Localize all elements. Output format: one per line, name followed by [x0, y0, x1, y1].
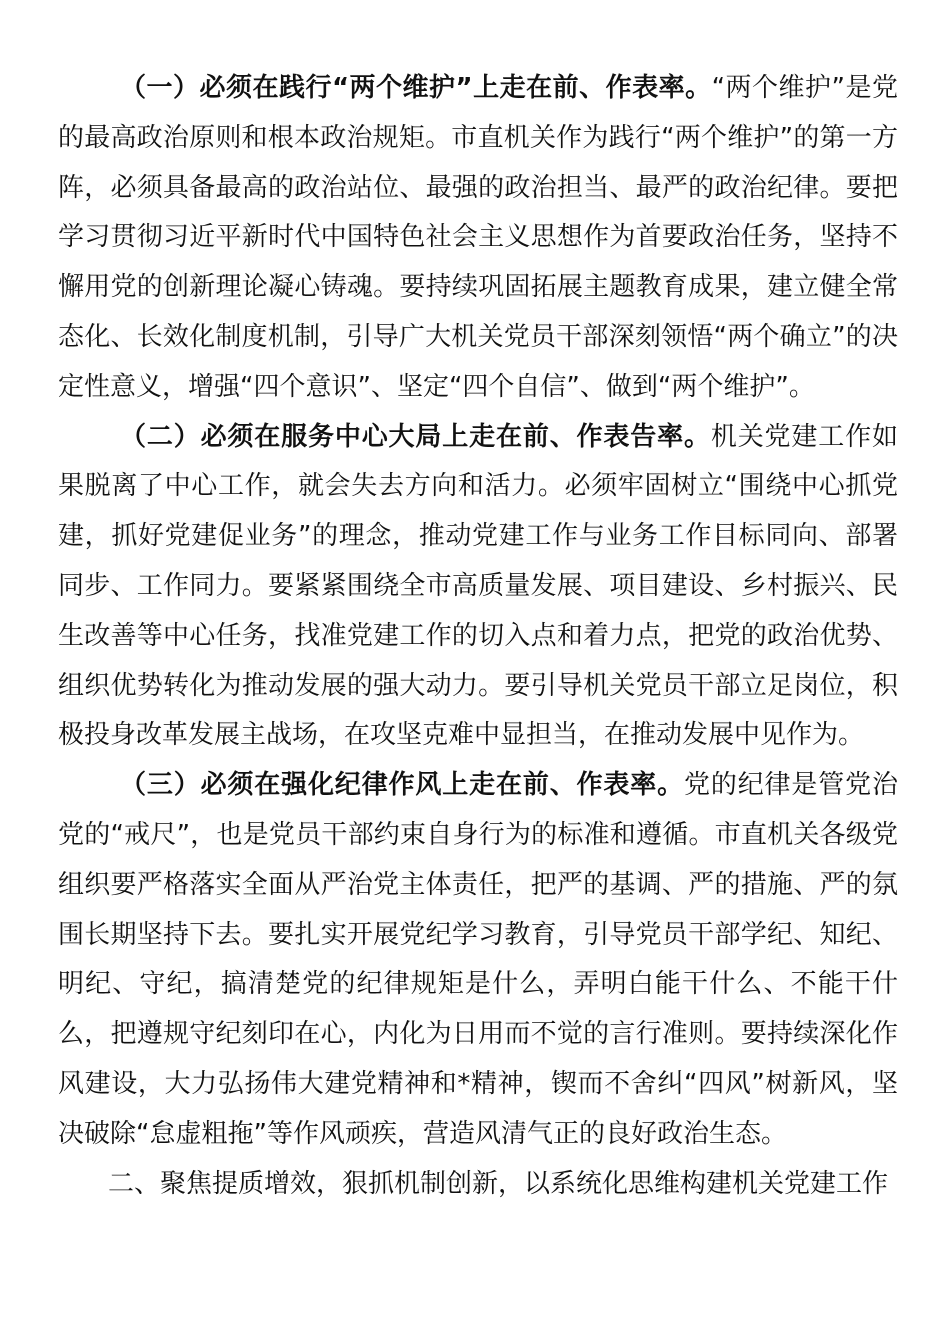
- paragraph-1-body: “两个维护”是党的最高政治原则和根本政治规矩。市直机关作为践行“两个维护”的第一方阵，必须具备最高的政治站位、最强的政治担当、最严的政治纪律。要把学习贯彻习近平新时代中国特色社会主义思想作为首要政治任务，坚持不懈用党的创新理论凝心铸魂。要持续巩固拓展主题教育成果，建立健全常态化、长效化制度机制，引导广大机关党员干部深刻领悟“两个确立”的决定性意义，增强“四个意识”、坚定“四个自信”、做到“两个维护”。: [58, 73, 898, 402]
- paragraph-2-heading: （二）必须在服务中心大局上走在前、作表告率。: [120, 421, 711, 452]
- paragraph-2-body: 机关党建工作如果脱离了中心工作，就会失去方向和活力。必须牢固树立“围绕中心抓党建，抓好党建促业务”的理念，推动党建工作与业务工作目标同向、部署同步、工作同力。要紧紧围绕全市高质量发展、项目建设、乡村振兴、民生改善等中心任务，找准党建工作的切入点和着力点，把党的政治优势、组织优势转化为推动发展的强大动力。要引导机关党员干部立足岗位，积极投身改革发展主战场，在攻坚克难中显担当，在推动发展中见作为。: [58, 421, 898, 751]
- paragraph-3-heading: （三）必须在强化纪律作风上走在前、作表率。: [120, 770, 684, 801]
- section-heading-2: 二、聚焦提质增效，狠抓机制创新，以系统化思维构建机关党建工作: [108, 1168, 889, 1199]
- paragraph-2: [58, 413, 898, 762]
- paragraph-3: [58, 761, 898, 1159]
- paragraph-1: [58, 64, 898, 413]
- document-page: [58, 64, 898, 1209]
- paragraph-3-body: 党的纪律是管党治党的“戒尺”，也是党员干部约束自身行为的标准和遵循。市直机关各级党组织要严格落实全面从严治党主体责任，把严的基调、严的措施、严的氛围长期坚持下去。要扎实开展党纪学习教育，引导党员干部学纪、知纪、明纪、守纪，搞清楚党的纪律规矩是什么，弄明白能干什么、不能干什么，把遵规守纪刻印在心，内化为日用而不觉的言行准则。要持续深化作风建设，大力弘扬伟大建党精神和*精神，锲而不舍纠“四风”树新风，坚决破除“怠虚粗拖”等作风顽疾，营造风清气正的良好政治生态。: [58, 770, 898, 1149]
- paragraph-1-heading: （一）必须在践行“两个维护”上走在前、作表率。: [120, 73, 712, 103]
